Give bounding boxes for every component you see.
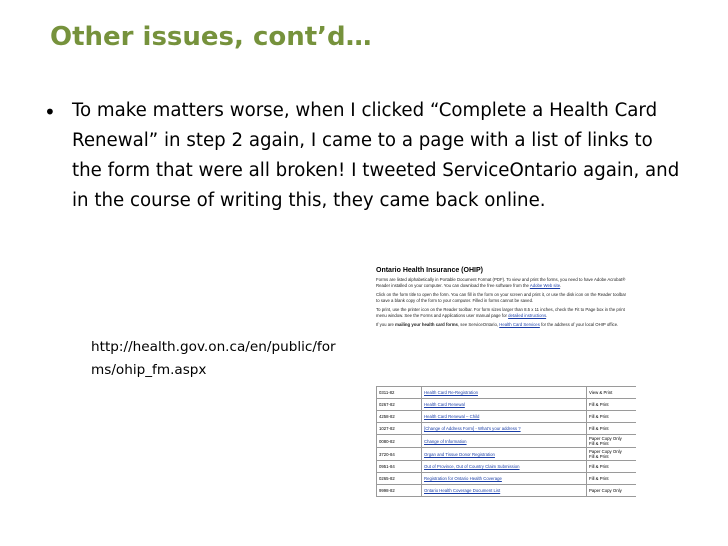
para3-text: To print, use the printer icon on the Reader toolbar. For form sizes larger than 8.5 x 11 inches, check the Fit to Page box in the print menu window. See the Forms and Applications user manual page for <box>376 307 625 318</box>
table-row <box>377 485 637 497</box>
form-action: Fill & Print <box>587 399 637 411</box>
form-action: Paper Copy Only Fill & Print <box>587 448 637 461</box>
form-action: Fill & Print <box>587 473 637 485</box>
embedded-screenshot <box>368 264 636 528</box>
para4-text-c: for the address of your local OHIP office. <box>541 322 619 327</box>
form-action: Paper Copy Only <box>587 485 637 497</box>
form-code: 0080-82 <box>377 435 422 448</box>
form-code: 0951-84 <box>377 461 422 473</box>
form-link[interactable]: Health Card Renewal <box>422 399 587 411</box>
form-action: Paper Copy Only Fill & Print <box>587 435 637 448</box>
form-code: 9998-82 <box>377 485 422 497</box>
form-link[interactable]: Health Card Re-Registration <box>422 387 587 399</box>
screenshot-para-1: Forms are listed alphabetically in Portable Document Format (PDF). To view and print the forms, you need to have Adobe Acrobat® Reader installed on your computer. You can download the free software from the Adobe Web site. <box>376 277 626 288</box>
form-link[interactable]: Organ and Tissue Donor Registration <box>422 448 587 461</box>
screenshot-para-4 <box>376 322 630 328</box>
form-code: 3720-84 <box>377 448 422 461</box>
form-code: 0311-82 <box>377 387 422 399</box>
form-link[interactable]: Ontario Health Coverage Document List <box>422 485 587 497</box>
form-code: 1027-82 <box>377 423 422 435</box>
health-card-services-link[interactable]: Health Card Services <box>499 322 540 327</box>
bullet-point <box>44 96 684 216</box>
screenshot-para-2: Click on the form title to open the form. You can fill in the form on your screen and print it, or use the disk icon on the Reader toolbar to save a blank copy of the form to your computer. Filled in forms cannot be saved. <box>376 292 627 303</box>
form-link[interactable]: Change of Information <box>422 435 587 448</box>
bullet-text: To make matters worse, when I clicked “Complete a Health Card Renewal” in step 2 again, I came to a page with a list of links to the form that were all broken! I tweeted ServiceOntario again, and in the course of writing this, they came back online. <box>72 100 680 211</box>
form-action: Fill & Print <box>587 411 637 423</box>
form-action: Fill & Print <box>587 423 637 435</box>
instructions-link[interactable]: detailed instructions <box>508 313 547 318</box>
para4-bold: mailing your health card forms <box>395 322 458 327</box>
adobe-link[interactable]: Adobe Web site <box>529 283 561 288</box>
screenshot-para-3: To print, use the printer icon on the Reader toolbar. For form sizes larger than 8.5 x 11 inches, check the Fit to Page box in the print menu window. See the Forms and Applications user manual page for detailed instructions. <box>376 307 625 318</box>
url-caption: http://health.gov.on.ca/en/public/forms/ohip_fm.aspx <box>91 339 336 378</box>
form-link[interactable]: Registration for Ontario Health Coverage <box>422 473 587 485</box>
para4-text-b: , see ServiceOntario, <box>457 322 499 327</box>
screenshot-heading: Ontario Health Insurance (OHIP) <box>376 267 483 274</box>
table-row <box>377 461 637 473</box>
form-code: 0267-82 <box>377 399 422 411</box>
form-code: 4258-82 <box>377 411 422 423</box>
table-row <box>377 399 637 411</box>
table-row <box>377 435 637 448</box>
para1-text: Forms are listed alphabetically in Portable Document Format (PDF). To view and print the forms, you need to have Adobe Acrobat® Reader installed on your computer. You can download the free software from the <box>376 277 626 288</box>
forms-table <box>376 386 636 497</box>
form-code: 0265-82 <box>377 473 422 485</box>
bullet-dot-icon: • <box>44 100 56 124</box>
form-action: View & Print <box>587 387 637 399</box>
table-row <box>377 448 637 461</box>
form-link[interactable]: Health Card Renewal – Child <box>422 411 587 423</box>
table-row <box>377 473 637 485</box>
para4-text-a: If you are <box>376 322 394 327</box>
form-link[interactable]: Out of Province, Out of Country Claim Submission <box>422 461 587 473</box>
table-row <box>377 387 637 399</box>
slide-title: Other issues, cont’d… <box>50 22 372 52</box>
table-row <box>377 423 637 435</box>
table-row <box>377 411 637 423</box>
form-action: Fill & Print <box>587 461 637 473</box>
form-link[interactable]: [Change of Address Form] - What's your address ? <box>422 423 587 435</box>
